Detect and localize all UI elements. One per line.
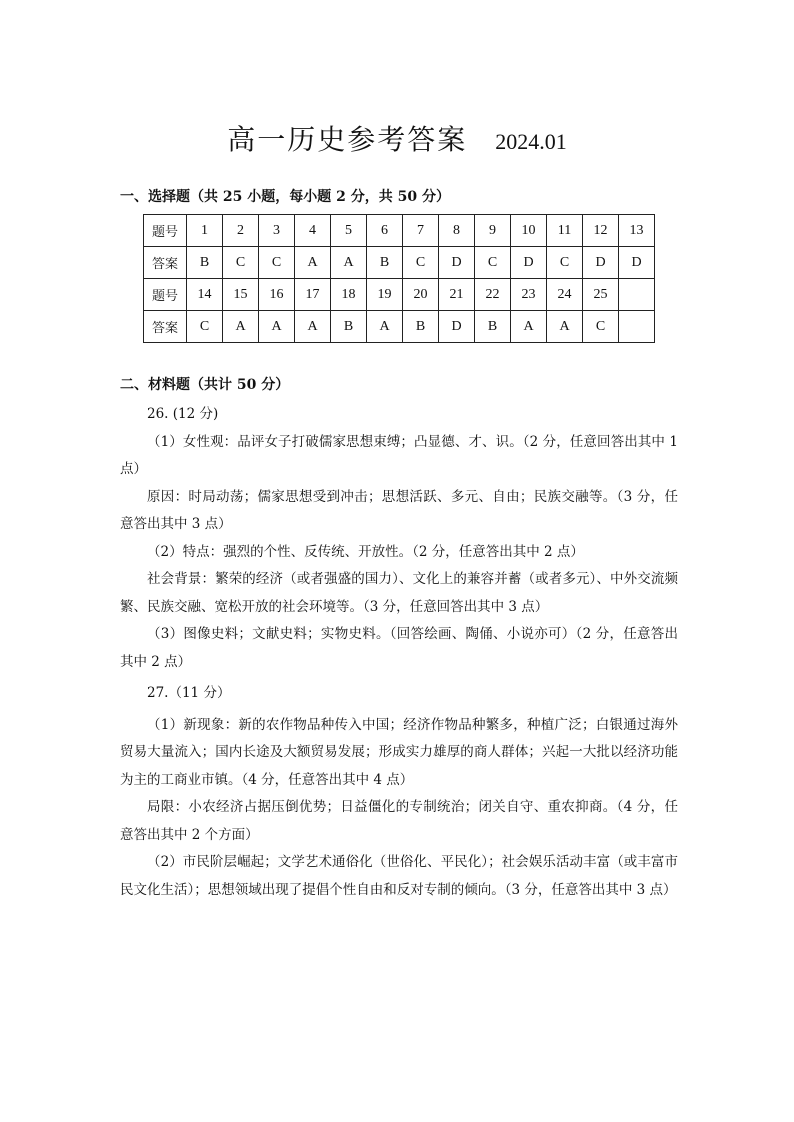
q26-part2-background: 社会背景：繁荣的经济（或者强盛的国力）、文化上的兼容并蓄（或者多元）、中外交流频繁、民族交融、宽松开放的社会环境等。（3 分，任意回答出其中 3 点）	[120, 571, 678, 615]
question-number-cell: 11	[547, 215, 583, 247]
answer-cell: C	[259, 247, 295, 279]
title-text: 高一历史参考答案	[227, 123, 468, 156]
question-number-cell: 9	[475, 215, 511, 247]
title-date: 2024.01	[495, 129, 567, 154]
question-number-cell: 8	[439, 215, 475, 247]
row-label: 答案	[144, 247, 187, 279]
answer-cell: B	[187, 247, 223, 279]
answer-cell: B	[475, 311, 511, 343]
question-number-cell: 2	[223, 215, 259, 247]
answer-cell: C	[475, 247, 511, 279]
q27-part2: （2）市民阶层崛起；文学艺术通俗化（世俗化、平民化）；社会娱乐活动丰富（或丰富市民文化生活）；思想领域出现了提倡个性自由和反对专制的倾向。（3 分，任意答出其中 3 点）	[120, 854, 678, 898]
question-number-cell: 22	[475, 279, 511, 311]
answer-cell: A	[511, 311, 547, 343]
q26-part1: （1）女性观：品评女子打破儒家思想束缚；凸显德、才、识。（2 分，任意回答出其中 1 点）	[120, 433, 678, 477]
question-number-cell: 24	[547, 279, 583, 311]
q27-part1-limits: 局限：小农经济占据压倒优势；日益僵化的专制统治；闭关自守、重农抑商。（4 分，任意答出其中 2 个方面）	[120, 799, 678, 843]
answer-cell: C	[403, 247, 439, 279]
question-number-cell: 20	[403, 279, 439, 311]
q27-part1: （1）新现象：新的农作物品种传入中国；经济作物品种繁多，种植广泛；白银通过海外贸易大量流入；国内长途及大额贸易发展；形成实力雄厚的商人群体；兴起一大批以经济功能为主的工商业市镇。（4 分，任意答出其中 4 点）	[120, 716, 678, 788]
page-title	[0, 118, 794, 158]
question-number-cell: 18	[331, 279, 367, 311]
question-number-cell: 3	[259, 215, 295, 247]
question-number-cell: 6	[367, 215, 403, 247]
question-number-cell: 13	[619, 215, 655, 247]
row-label: 答案	[144, 311, 187, 343]
answer-cell: D	[619, 247, 655, 279]
question-number-cell: 14	[187, 279, 223, 311]
answer-cell: D	[511, 247, 547, 279]
question-number-cell	[619, 279, 655, 311]
q26-heading: 26. (12 分)	[147, 406, 219, 422]
answer-cell: A	[367, 311, 403, 343]
answer-cell: B	[403, 311, 439, 343]
row-label: 题号	[144, 215, 187, 247]
question-number-cell: 4	[295, 215, 331, 247]
q26-part1-reason: 原因：时局动荡；儒家思想受到冲击；思想活跃、多元、自由；民族交融等。（3 分，任意答出其中 3 点）	[120, 488, 678, 532]
section2-heading: 二、材料题（共计 50 分）	[120, 377, 290, 393]
question-number-cell: 19	[367, 279, 403, 311]
table-row-answers	[144, 247, 655, 279]
section1-heading: 一、选择题（共 25 小题，每小题 2 分，共 50 分）	[120, 189, 450, 205]
question-number-cell: 5	[331, 215, 367, 247]
question-number-cell: 1	[187, 215, 223, 247]
answer-cell: C	[223, 247, 259, 279]
answer-cell: A	[223, 311, 259, 343]
question-number-cell: 25	[583, 279, 619, 311]
q26-part2: （2）特点：强烈的个性、反传统、开放性。（2 分，任意答出其中 2 点）	[147, 543, 584, 560]
question-number-cell: 12	[583, 215, 619, 247]
question-number-cell: 17	[295, 279, 331, 311]
answer-cell: B	[367, 247, 403, 279]
table-row-question-numbers	[144, 215, 655, 247]
question-number-cell: 10	[511, 215, 547, 247]
table-row-answers	[144, 311, 655, 343]
answer-cell: D	[439, 311, 475, 343]
answer-cell: A	[547, 311, 583, 343]
question-number-cell: 16	[259, 279, 295, 311]
answer-cell: C	[583, 311, 619, 343]
question-number-cell: 21	[439, 279, 475, 311]
q27-heading: 27.（11 分）	[147, 685, 231, 701]
table-row-question-numbers	[144, 279, 655, 311]
answer-cell: B	[331, 311, 367, 343]
answer-cell: C	[187, 311, 223, 343]
row-label: 题号	[144, 279, 187, 311]
section2-body	[120, 401, 678, 904]
answer-table	[143, 214, 655, 343]
answer-cell: A	[295, 311, 331, 343]
answer-cell: A	[295, 247, 331, 279]
answer-cell	[619, 311, 655, 343]
answer-cell: D	[439, 247, 475, 279]
answer-cell: D	[583, 247, 619, 279]
question-number-cell: 23	[511, 279, 547, 311]
question-number-cell: 7	[403, 215, 439, 247]
answer-cell: A	[259, 311, 295, 343]
answer-cell: C	[547, 247, 583, 279]
q26-part3: （3）图像史料；文献史料；实物史料。（回答绘画、陶俑、小说亦可）（2 分，任意答出其中 2 点）	[120, 626, 678, 670]
question-number-cell: 15	[223, 279, 259, 311]
answer-cell: A	[331, 247, 367, 279]
